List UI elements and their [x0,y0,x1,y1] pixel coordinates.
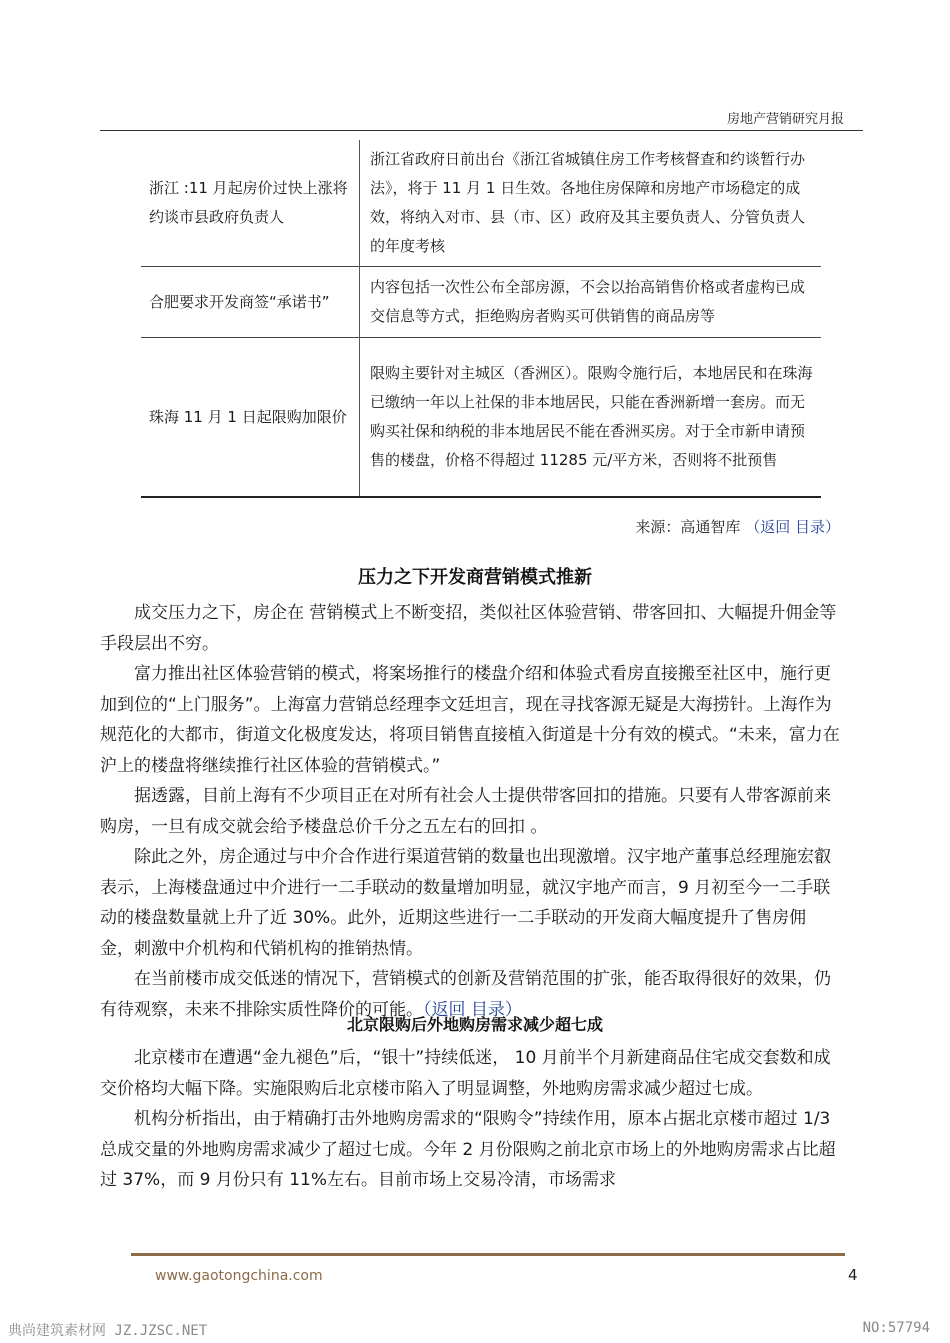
header-divider [100,130,863,131]
watermark-text: 典尚建筑素材网 JZ.JZSC.NET [8,1323,208,1339]
row-content: 内容包括一次性公布全部房源，不会以抬高销售价格或者虚构已成交信息等方式，拒绝购房者购买可供销售的商品房等 [360,267,822,338]
page-number: 4 [848,1266,858,1284]
paragraph: 北京楼市在遭遇“金九褪色”后，“银十”持续低迷， 10 月前半个月新建商品住宅成交套数和成交价格均大幅下降。实施限购后北京楼市陷入了明显调整，外地购房需求减少超过七成。 [100,1048,831,1099]
row-label: 合肥要求开发商签“承诺书” [141,267,360,338]
table-row [141,140,821,267]
table-row [141,338,821,498]
paragraph: 机构分析指出，由于精确打击外地购房需求的“限购令”持续作用，原本占据北京楼市超过 1/3 总成交量的外地购房需求减少了超过七成。今年 2 月份限购之前北京市场上的外地购房需求占比超过 37%，而 9 月份只有 11%左右。目前市场上交易冷清，市场需求 [100,1109,836,1190]
paragraph: 除此之外，房企通过与中介合作进行渠道营销的数量也出现激增。汉宇地产董事总经理施宏叡表示，上海楼盘通过中介进行一二手联动的数量增加明显，就汉宇地产而言，9 月初至今一二手联动的楼盘数量就上升了近 30%。此外，近期这些进行一二手联动的开发商大幅度提升了售房佣金，刺激中介机构和代销机构的推销热情。 [100,847,831,959]
paragraph: 富力推出社区体验营销的模式，将案场推行的楼盘介绍和体验式看房直接搬至社区中，施行更加到位的“上门服务”。上海富力营销总经理李文廷坦言，现在寻找客源无疑是大海捞针。上海作为规范化的大都市，街道文化极度发达，将项目销售直接植入街道是十分有效的模式。“未来，富力在沪上的楼盘将继续推行社区体验的营销模式。” [100,664,840,776]
watermark-id: NO:57794 [862,1320,930,1336]
footer-url-link[interactable]: www.gaotongchina.com [155,1268,323,1284]
footer-divider [131,1253,845,1256]
section-title: 北京限购后外地购房需求减少超七成 [346,1015,603,1034]
section-body [100,598,840,1025]
row-content: 限购主要针对主城区（香洲区）。限购令施行后，本地居民和在珠海已缴纳一年以上社保的非本地居民，只能在香洲新增一套房。而无购买社保和纳税的非本地居民不能在香洲买房。对于全市新申请预售的楼盘，价格不得超过 11285 元/平方米，否则将不批预售 [360,338,822,498]
back-to-toc-link[interactable]: （返回 目录） [423,999,522,1020]
row-label: 珠海 11 月 1 日起限购加限价 [141,338,360,498]
section-body [100,1043,840,1196]
report-title: 房地产营销研究月报 [726,112,844,127]
back-to-toc-link[interactable]: （返回 目录） [745,518,840,536]
table-row [141,267,821,338]
row-content: 浙江省政府日前出台《浙江省城镇住房工作考核督查和约谈暂行办法》，将于 11 月 1 日生效。各地住房保障和房地产市场稳定的成效，将纳入对市、县（市、区）政府及其主要负责人、分管负责人的年度考核 [370,150,806,255]
paragraph: 据透露，目前上海有不少项目正在对所有社会人士提供带客回扣的措施。只要有人带客源前来购房，一旦有成交就会给予楼盘总价千分之五左右的回扣 。 [100,786,831,837]
paragraph-text: 在当前楼市成交低迷的情况下，营销模式的创新及营销范围的扩张，能否取得很好的效果，仍有待观察，未来不排除实质性降价的可能。 [100,969,831,1020]
section-title: 压力之下开发商营销模式推新 [358,567,592,588]
source-line [635,516,840,537]
source-text: 来源：高通智库 [635,518,741,536]
paragraph: 成交压力之下，房企在 营销模式上不断变招，类似社区体验营销、带客回扣、大幅提升佣金等手段层出不穷。 [100,603,837,654]
row-label: 浙江 :11 月起房价过快上涨将约谈市县政府负责人 [141,140,360,267]
policy-table [141,140,821,498]
